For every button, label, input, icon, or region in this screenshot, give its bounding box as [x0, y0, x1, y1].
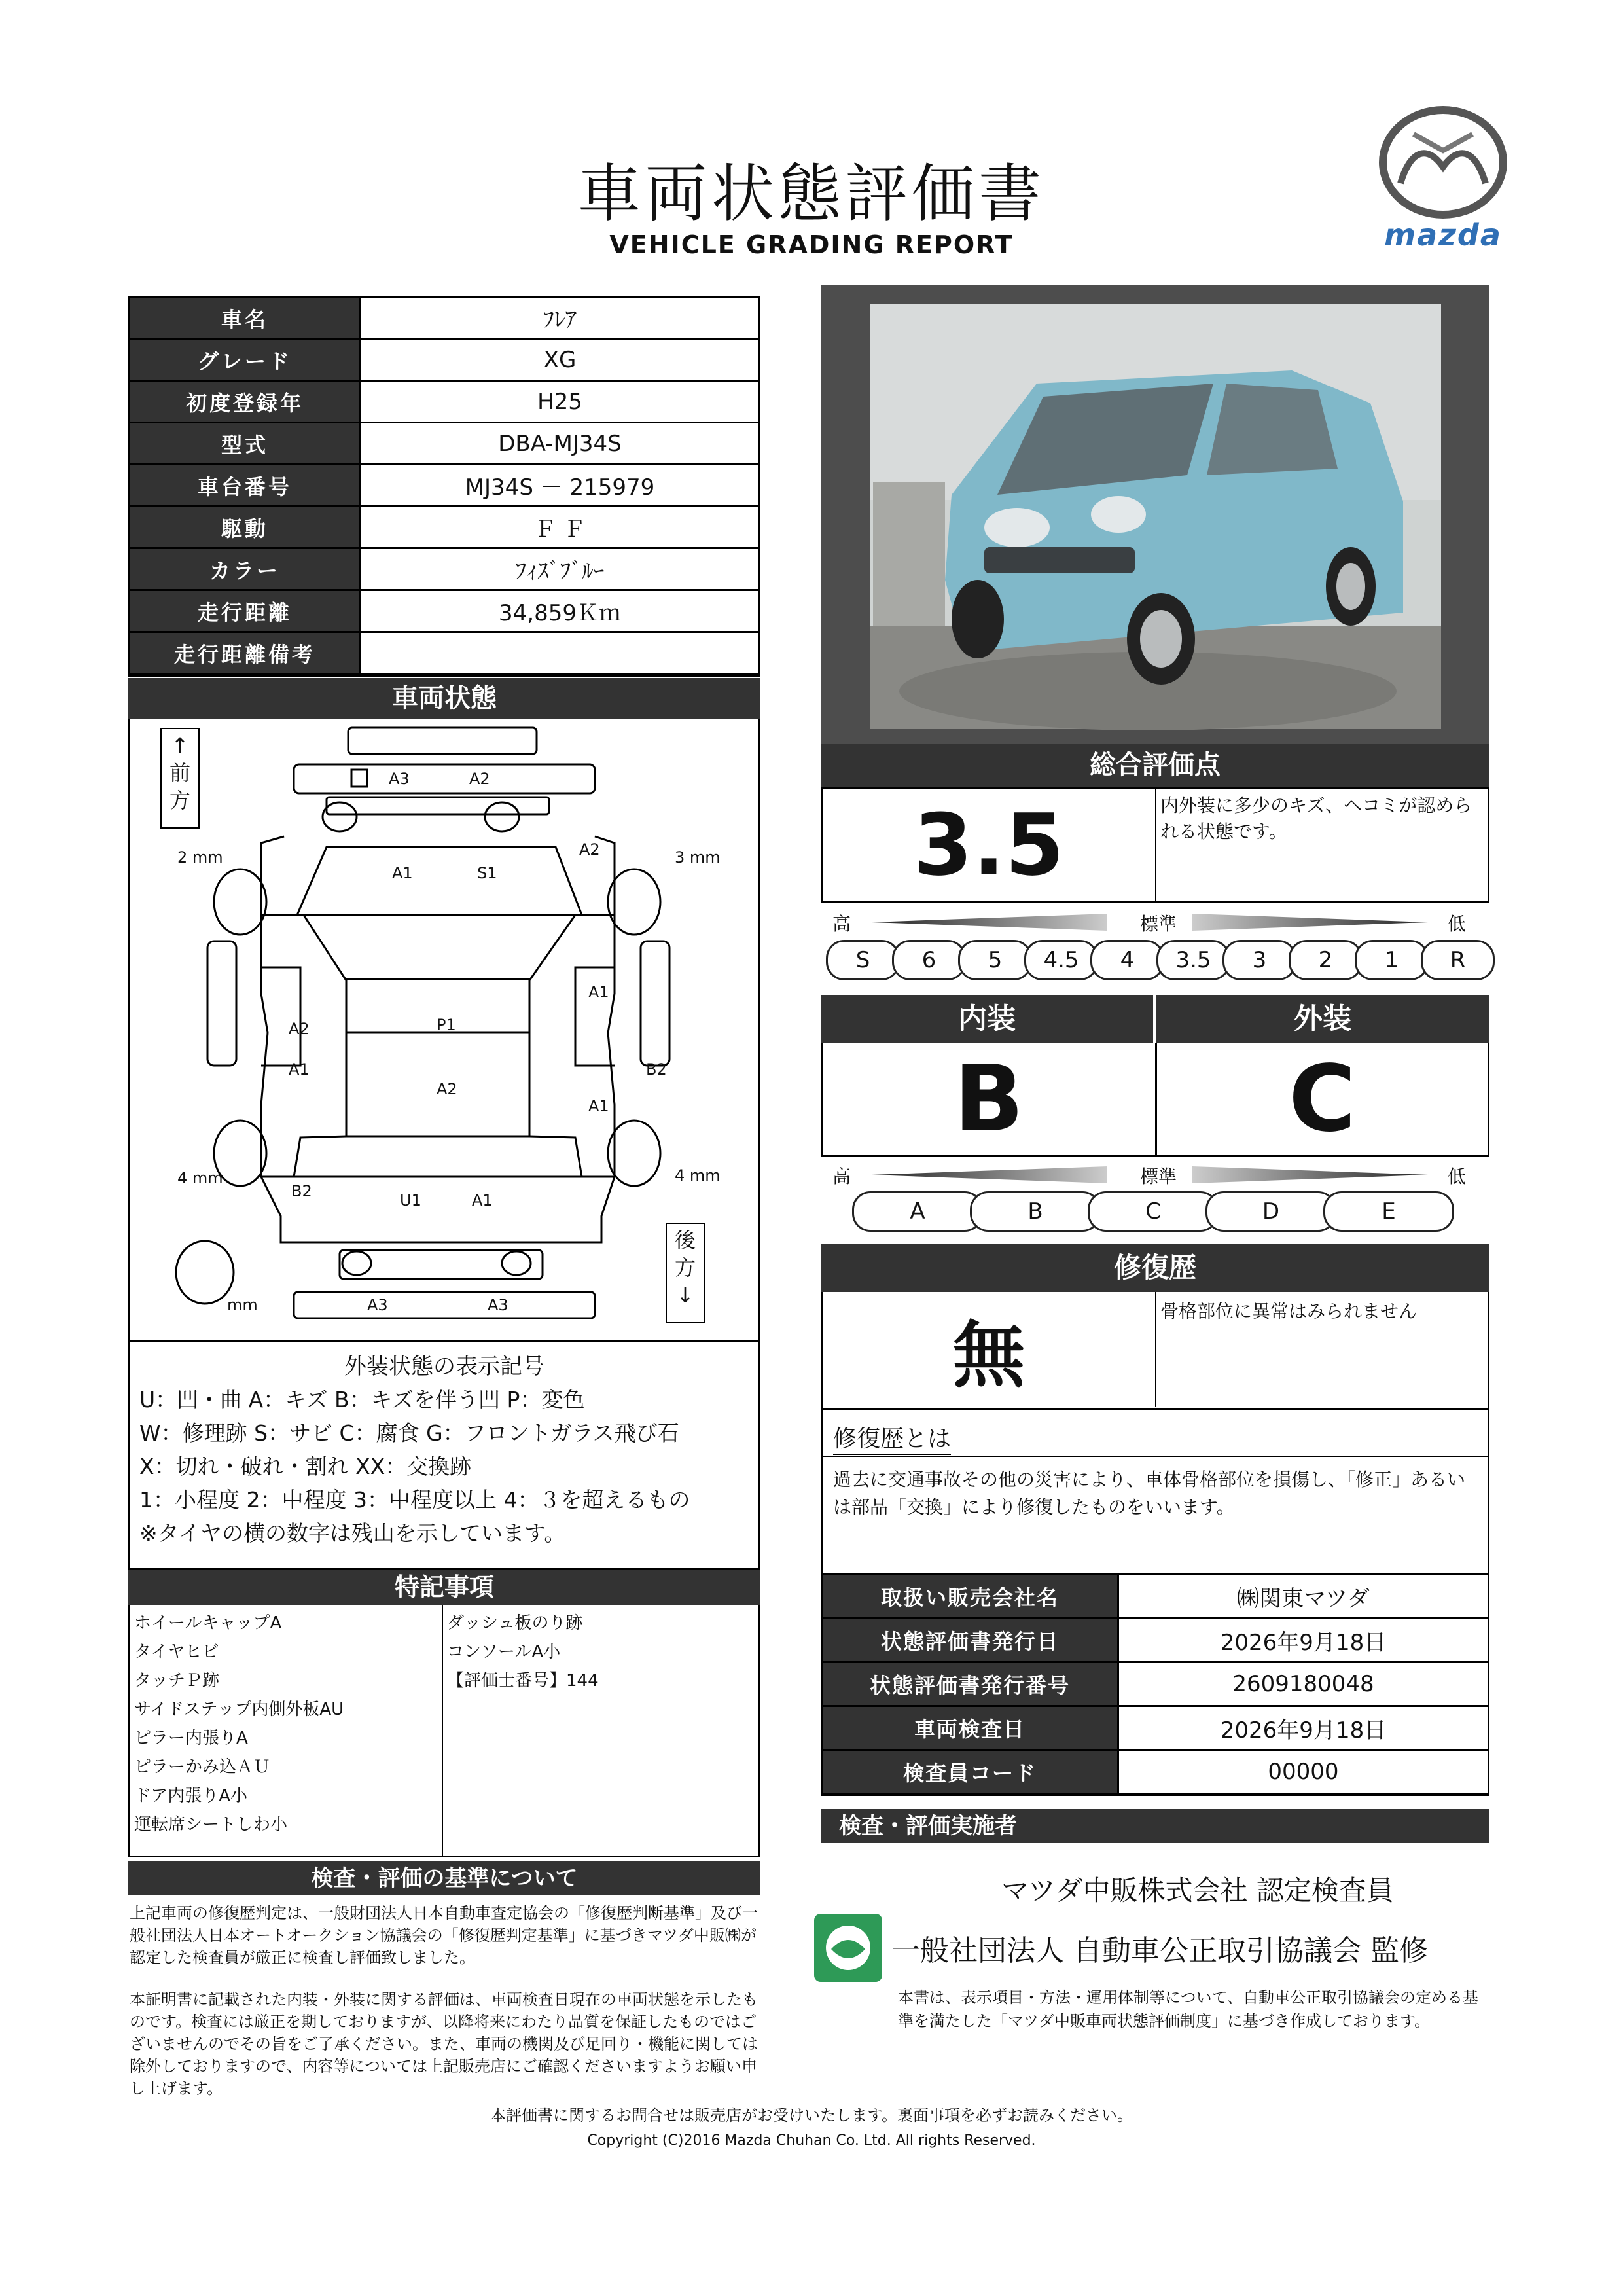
note-item: タッチＰ跡	[134, 1671, 220, 1691]
inspector-line-2: 一般社団法人 自動車公正取引協議会 監修	[891, 1934, 1428, 1967]
mark-rear-b2: B2	[291, 1182, 312, 1200]
repair-definition-text: 過去に交通事故その他の災害により、車体骨格部位を損傷し、「修正」あるいは部品「交換」により修復したものをいいます。	[833, 1469, 1466, 1518]
mazda-logo	[1374, 105, 1512, 253]
legend-line: X：切れ・破れ・割れ XX：交換跡	[139, 1454, 472, 1479]
condition-diagram	[128, 719, 760, 1342]
vehicle-info-value: DBA-MJ34S	[361, 423, 758, 463]
mark-right-b2: B2	[646, 1060, 667, 1079]
dealer-value: ㈱関東マツダ	[1119, 1575, 1488, 1617]
note-item: ピラー内張りA	[134, 1729, 248, 1748]
mark-hood-a1: A1	[392, 864, 413, 882]
mark-rear-a3-right: A3	[488, 1296, 508, 1314]
inspector-line-3: 本書は、表示項目・方法・運用体制等について、自動車公正取引協議会の定める基準を満たした「マツダ中販車両状態評価制度」に基づき作成しております。	[898, 1988, 1479, 2030]
score-scale-item: 3.5	[1156, 940, 1230, 980]
vehicle-info-label: グレード	[130, 340, 359, 380]
fair-trade-mark-icon	[812, 1911, 885, 1984]
dealer-value: 00000	[1119, 1751, 1488, 1793]
grade-scale-item: D	[1205, 1191, 1336, 1232]
note-item: 【評価士番号】144	[447, 1671, 599, 1691]
note-item: サイドステップ内側外板AU	[134, 1700, 344, 1719]
page-title: 車両状態評価書	[578, 157, 1045, 230]
vehicle-info-label: 走行距離	[130, 591, 359, 631]
dealer-value: 2026年9月18日	[1119, 1707, 1488, 1749]
scale-gradient-left	[872, 914, 1107, 931]
spare-tire-mm: mm	[227, 1296, 258, 1314]
mark-rear-a1: A1	[472, 1191, 493, 1210]
dealer-table	[821, 1573, 1489, 1796]
condition-header: 車両状態	[128, 678, 760, 719]
grade-gradient-right	[1192, 1166, 1428, 1183]
vehicle-info-table	[128, 296, 760, 677]
mark-hood-s1: S1	[477, 864, 497, 882]
score-scale-item: 6	[892, 940, 966, 980]
scale-high-label: 高	[832, 913, 851, 935]
mark-rear-u1: U1	[400, 1191, 421, 1210]
repair-box	[821, 1292, 1489, 1410]
grade-scale-low: 低	[1448, 1166, 1467, 1187]
vehicle-info-label: 走行距離備考	[130, 633, 359, 673]
legend	[128, 1340, 760, 1570]
overall-score: 3.5	[913, 795, 1065, 895]
dealer-value: 2026年9月18日	[1119, 1619, 1488, 1661]
rear-direction-label: 後 方 ↓	[674, 1228, 696, 1308]
score-scale-item: R	[1421, 940, 1495, 980]
note-item: ダッシュ板のり跡	[447, 1613, 583, 1633]
tire-rear-left: 4 mm	[177, 1169, 223, 1187]
tire-rear-right: 4 mm	[675, 1166, 721, 1185]
fair-trade-logo	[812, 1911, 885, 1984]
overall-header: 総合評価点	[821, 744, 1489, 787]
grade-scale-high: 高	[832, 1166, 851, 1187]
mark-right-a1-top: A1	[588, 983, 609, 1001]
scale-gradient-right	[1192, 914, 1428, 931]
note-item: タイヤヒビ	[134, 1642, 219, 1662]
overall-box	[821, 787, 1489, 903]
repair-value: 無	[953, 1314, 1025, 1397]
note-item: ホイールキャップA	[134, 1613, 282, 1633]
vehicle-info-value: XG	[361, 340, 758, 380]
legend-line: ※タイヤの横の数字は残山を示しています。	[139, 1520, 566, 1546]
legend-line: 1：小程度 2：中程度 3：中程度以上 4：３を超えるもの	[139, 1487, 690, 1513]
inspector-header-label: 検査・評価実施者	[839, 1813, 1017, 1839]
score-scale-item: S	[826, 940, 900, 980]
interior-grade: B	[954, 1045, 1024, 1153]
dealer-label: 車両検査日	[823, 1707, 1117, 1749]
brand-wordmark: mazda	[1384, 217, 1502, 253]
dealer-value: 2609180048	[1119, 1663, 1488, 1705]
vehicle-info-label: 車名	[130, 298, 359, 338]
mark-front-a3: A3	[389, 770, 410, 788]
vehicle-info-value: MJ34S － 215979	[361, 465, 758, 505]
tire-front-left: 2 mm	[177, 848, 223, 867]
score-scale-item: 2	[1289, 940, 1363, 980]
mark-right-a1-bottom: A1	[588, 1097, 609, 1115]
grade-scale-item: E	[1323, 1191, 1454, 1232]
front-direction-label: ↑ 前 方	[169, 733, 190, 813]
notes-box	[128, 1605, 760, 1857]
note-item: 運転席シートしわ小	[134, 1815, 288, 1835]
vehicle-info-label: 車台番号	[130, 465, 359, 505]
legend-line: U：凹・曲 A：キズ B：キズを伴う凹 P：変色	[139, 1387, 585, 1412]
dealer-label: 状態評価書発行日	[823, 1619, 1117, 1661]
mark-left-a2: A2	[289, 1020, 310, 1038]
vehicle-info-label: 型式	[130, 423, 359, 463]
inspector-header	[821, 1809, 1489, 1843]
grade-scale	[826, 1162, 1487, 1234]
page-subtitle: VEHICLE GRADING REPORT	[609, 230, 1014, 259]
vehicle-info-value: ﾌｨｽﾞﾌﾞﾙｰ	[361, 549, 758, 589]
criteria-text	[130, 1902, 758, 2100]
score-scale-item: 3	[1222, 940, 1296, 980]
vehicle-info-value: H25	[361, 382, 758, 422]
notes-header: 特記事項	[128, 1570, 760, 1605]
criteria-header: 検査・評価の基準について	[128, 1861, 760, 1895]
grade-scale-item: B	[970, 1191, 1101, 1232]
repair-definition-box	[821, 1410, 1489, 1576]
legend-title: 外装状態の表示記号	[344, 1354, 544, 1380]
note-item: ピラーかみ込ＡＵ	[134, 1757, 271, 1777]
vehicle-photo	[821, 285, 1489, 744]
mark-rear-a3-left: A3	[367, 1296, 388, 1314]
mark-right-front-a2: A2	[579, 840, 600, 859]
mark-front-a2: A2	[469, 770, 490, 788]
note-item: コンソールA小	[447, 1642, 561, 1662]
repair-definition-title: 修復歴とは	[833, 1420, 951, 1455]
dealer-label: 取扱い販売会社名	[823, 1575, 1117, 1617]
inspector-line-1: マツダ中販株式会社 認定検査員	[1001, 1874, 1394, 1907]
dealer-label: 検査員コード	[823, 1751, 1117, 1793]
exterior-header: 外装	[1156, 995, 1489, 1043]
grade-scale-std: 標準	[1140, 1166, 1177, 1187]
grade-scale-item: C	[1088, 1191, 1219, 1232]
legend-line: W：修理跡 S：サビ C：腐食 G：フロントガラス飛び石	[139, 1420, 679, 1446]
grade-scale-item: A	[852, 1191, 983, 1232]
vehicle-info-value	[361, 633, 758, 673]
grade-gradient-left	[872, 1166, 1107, 1183]
interior-header: 内装	[821, 995, 1153, 1043]
footer-copyright: Copyright (C)2016 Mazda Chuhan Co. Ltd. All rights Reserved.	[587, 2132, 1036, 2149]
vehicle-info-value: Ｆ Ｆ	[361, 507, 758, 547]
mark-roof-a2: A2	[437, 1080, 457, 1098]
vehicle-info-value: 34,859Ｋｍ	[361, 591, 758, 631]
vehicle-info-label: カラー	[130, 549, 359, 589]
vehicle-info-label: 駆動	[130, 507, 359, 547]
repair-description: 骨格部位に異常はみられません	[1160, 1300, 1418, 1322]
dealer-label: 状態評価書発行番号	[823, 1663, 1117, 1705]
criteria-paragraph-2: 本証明書に記載された内装・外装に関する評価は、車両検査日現在の車両状態を示したものです。検査には厳正を期しておりますが、以降将来にわたり品質を保証したものではございませんのでその旨をご了承ください。また、車両の機関及び足回り・機能に関しては除外しておりますので、内容等については上記販売店にご確認くださいますようお願い申し上げます。	[130, 1990, 758, 2098]
overall-description: 内外装に多少のキズ、ヘコミが認められる状態です。	[1160, 795, 1472, 842]
score-scale-item: 1	[1355, 940, 1429, 980]
mark-roof-p1: P1	[437, 1016, 456, 1034]
footer-notice: 本評価書に関するお問合せは販売店がお受けいたします。裏面事項を必ずお読みください。	[490, 2106, 1133, 2125]
repair-header: 修復歴	[821, 1244, 1489, 1292]
tire-front-right: 3 mm	[675, 848, 721, 867]
vehicle-info-value: ﾌﾚｱ	[361, 298, 758, 338]
note-item: ドア内張りA小	[134, 1786, 248, 1806]
score-scale	[826, 910, 1487, 988]
vehicle-info-label: 初度登録年	[130, 382, 359, 422]
scale-low-label: 低	[1448, 913, 1467, 935]
score-scale-item: 4.5	[1024, 940, 1098, 980]
exterior-grade: C	[1289, 1045, 1356, 1153]
grades-box	[821, 1043, 1489, 1157]
criteria-paragraph-1: 上記車両の修復歴判定は、一般財団法人日本自動車査定協会の「修復歴判断基準」及び一般社団法人日本オートオークション協議会の「修復歴判定基準」に基づきマツダ中販㈱が認定した検査員が厳正に検査し評価致しました。	[130, 1904, 758, 1967]
car-photo-icon	[821, 285, 1489, 744]
scale-std-label: 標準	[1140, 913, 1177, 935]
score-scale-item: 4	[1090, 940, 1164, 980]
score-scale-item: 5	[958, 940, 1032, 980]
mark-left-a1: A1	[289, 1060, 310, 1079]
